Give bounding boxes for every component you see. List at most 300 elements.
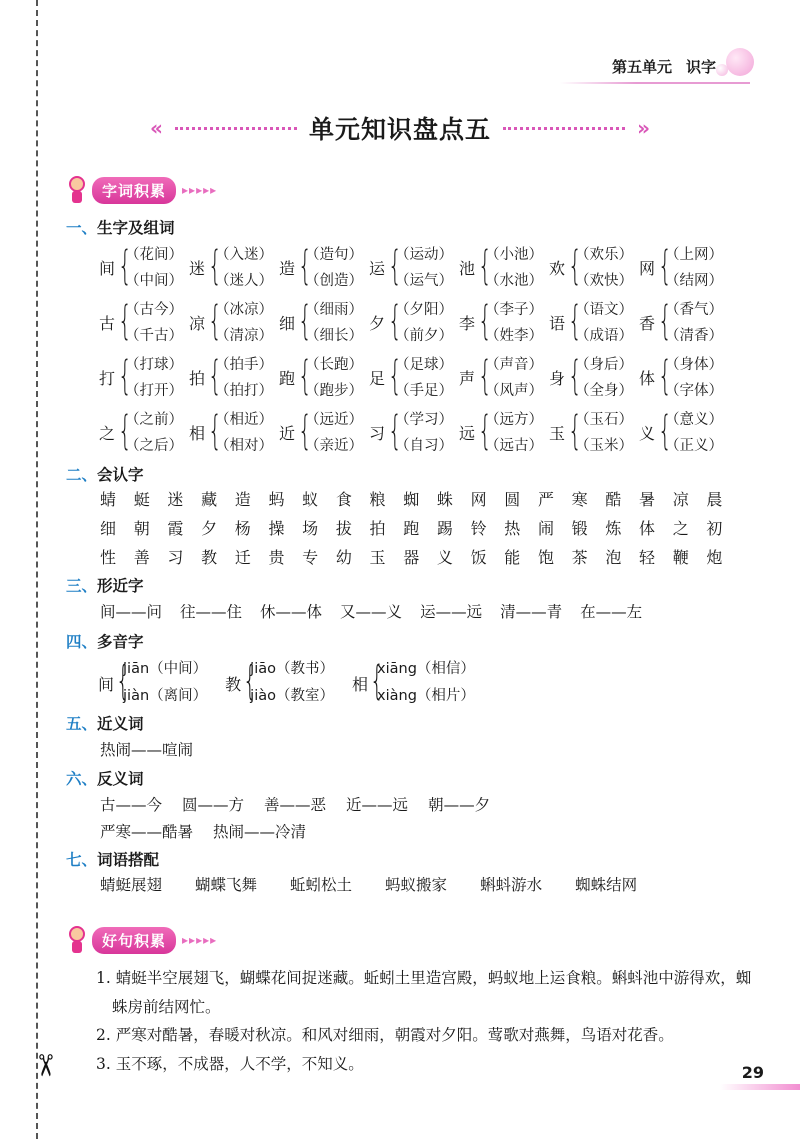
- brace-icon: {: [658, 407, 673, 454]
- word-option: （细雨）: [305, 301, 363, 318]
- brace-icon: {: [298, 407, 313, 454]
- polyphone-group: [98, 656, 207, 710]
- word-options: [575, 407, 633, 459]
- char: 相: [352, 674, 369, 694]
- arrows-icon: ▸▸▸▸▸: [182, 183, 218, 197]
- recognize-char: 跑: [403, 519, 420, 538]
- char-group: [458, 240, 548, 295]
- brace-icon: {: [388, 407, 403, 454]
- char: 打: [98, 369, 115, 388]
- polyphone-options: [250, 656, 334, 710]
- brace-icon: {: [208, 297, 223, 344]
- similar-pair: 运——远: [420, 603, 483, 621]
- heading-recognize: 二、会认字: [66, 466, 144, 484]
- word-option: （正义）: [665, 437, 723, 454]
- brace-icon: {: [478, 352, 493, 399]
- page-title: 单元知识盘点五: [309, 115, 492, 144]
- char: 造: [278, 259, 295, 278]
- word-options: [395, 297, 453, 349]
- brace-icon: {: [568, 352, 583, 399]
- word-option: （跑步）: [305, 382, 363, 399]
- recognize-char: 体: [639, 519, 656, 538]
- word-option: （结网）: [665, 272, 723, 289]
- brace-icon: {: [116, 658, 131, 704]
- word-option: （欢快）: [575, 272, 633, 289]
- header-rule: [560, 82, 750, 84]
- recognize-char: 蜓: [133, 490, 150, 509]
- word-options: [215, 297, 273, 349]
- similar-pair: 清——青: [500, 603, 563, 621]
- recognize-char: 闹: [537, 519, 554, 538]
- brace-icon: {: [298, 242, 313, 289]
- word-pair: 蝴蝶飞舞: [195, 876, 258, 894]
- brace-icon: {: [478, 297, 493, 344]
- recognize-char: 踢: [436, 519, 453, 538]
- recognize-char: 轻: [639, 548, 656, 567]
- girl-mascot-icon: [66, 176, 88, 204]
- char: 之: [98, 424, 115, 443]
- word-options: [125, 352, 183, 404]
- word-option: （玉米）: [575, 437, 633, 454]
- char-group: [638, 295, 728, 350]
- word-option: （之前）: [125, 411, 183, 428]
- banner-label: 字词积累: [92, 177, 176, 204]
- heading-polyphones: 四、多音字: [66, 633, 144, 651]
- char-group: [638, 240, 728, 295]
- polyphone-reading: [123, 656, 207, 683]
- word-option: （运气）: [395, 272, 453, 289]
- recognize-char: 拔: [335, 519, 352, 538]
- brace-icon: {: [478, 407, 493, 454]
- recognize-char: 热: [504, 519, 521, 538]
- recognize-char: 造: [234, 490, 251, 509]
- polyphone-reading: [123, 683, 207, 710]
- word-options: [395, 407, 453, 459]
- word-option: （欢乐）: [575, 246, 633, 263]
- word-pair: 蝌蚪游水: [480, 876, 543, 894]
- word-option: （打开）: [125, 382, 183, 399]
- char: 欢: [548, 259, 565, 278]
- polyphone-options: [377, 656, 475, 710]
- word-pairs: [100, 873, 670, 895]
- recognize-chars: [100, 487, 740, 574]
- recognize-char: 粮: [369, 490, 386, 509]
- word-option: （创造）: [305, 272, 363, 289]
- word-options: [125, 242, 183, 294]
- word-options: [395, 352, 453, 404]
- char: 李: [458, 314, 475, 333]
- brace-icon: {: [568, 297, 583, 344]
- char: 教: [225, 674, 242, 694]
- word-option: （小池）: [485, 246, 543, 263]
- char-group: [278, 240, 368, 295]
- char: 凉: [188, 314, 205, 333]
- word-option: （相近）: [215, 411, 273, 428]
- example-word: （相信）: [416, 661, 475, 677]
- antonym-pair: 热闹——冷清: [213, 823, 307, 841]
- pinyin: xiāng: [377, 661, 417, 677]
- word-option: （意义）: [665, 411, 723, 428]
- header-section: 识字: [685, 58, 716, 76]
- char: 相: [188, 424, 205, 443]
- pinyin: jiàn: [123, 688, 150, 704]
- char-group: [98, 405, 188, 460]
- header-unit: 第五单元: [611, 58, 672, 76]
- char-group: [548, 350, 638, 405]
- word-option: （迷人）: [215, 272, 273, 289]
- char-group: [458, 405, 548, 460]
- word-option: （夕阳）: [395, 301, 453, 318]
- char-group: [368, 240, 458, 295]
- recognize-char: 器: [403, 548, 420, 567]
- word-option: （相对）: [215, 437, 273, 454]
- word-option: （之后）: [125, 437, 183, 454]
- example-word: （离间）: [149, 688, 208, 704]
- recognize-char: 操: [268, 519, 285, 538]
- brace-icon: {: [568, 407, 583, 454]
- word-option: （全身）: [575, 382, 633, 399]
- char-group: [188, 405, 278, 460]
- char-group: [368, 350, 458, 405]
- brace-icon: {: [388, 242, 403, 289]
- recognize-char: 暑: [639, 490, 656, 509]
- brace-icon: {: [208, 407, 223, 454]
- word-pair: 蚯蚓松土: [290, 876, 353, 894]
- antonym-pair: 古——今: [100, 796, 163, 814]
- antonyms-row-1: [100, 793, 510, 815]
- recognize-char: 饭: [470, 548, 487, 567]
- char-group: [188, 350, 278, 405]
- brace-icon: {: [370, 658, 385, 704]
- word-option: （亲近）: [305, 437, 363, 454]
- word-option: （身体）: [665, 356, 723, 373]
- word-option: （身后）: [575, 356, 633, 373]
- word-options: [125, 297, 183, 349]
- brace-icon: {: [478, 242, 493, 289]
- char-group: [368, 295, 458, 350]
- pinyin: jiào: [250, 688, 276, 704]
- word-options: [485, 407, 543, 459]
- char: 体: [638, 369, 655, 388]
- word-option: （姓李）: [485, 327, 543, 344]
- polyphone-options: [123, 656, 207, 710]
- word-option: （声音）: [485, 356, 543, 373]
- brace-icon: {: [658, 352, 673, 399]
- recognize-char: 酷: [605, 490, 622, 509]
- recognize-char: 炼: [605, 519, 622, 538]
- recognize-char: 锻: [571, 519, 588, 538]
- double-chevron-left-icon: «: [150, 116, 163, 140]
- word-options: [485, 352, 543, 404]
- recognize-char: 贵: [268, 548, 285, 567]
- brace-icon: {: [243, 658, 258, 704]
- recognize-char: 饱: [537, 548, 554, 567]
- bubble-decoration-icon: [726, 48, 754, 76]
- brace-icon: {: [298, 297, 313, 344]
- word-option: （清凉）: [215, 327, 273, 344]
- char-group: [458, 295, 548, 350]
- similar-pair: 又——义: [340, 603, 403, 621]
- new-chars-grid: [98, 240, 728, 460]
- word-options: [395, 242, 453, 294]
- recognize-char: 蚁: [302, 490, 319, 509]
- word-option: （远古）: [485, 437, 543, 454]
- page-number: 29: [741, 1063, 764, 1082]
- word-option: （造句）: [305, 246, 363, 263]
- char-group: [548, 240, 638, 295]
- double-chevron-right-icon: »: [637, 116, 651, 140]
- brace-icon: {: [298, 352, 313, 399]
- char: 间: [98, 674, 115, 694]
- polyphone-reading: [377, 656, 475, 683]
- recognize-char: 泡: [605, 548, 622, 567]
- heading-antonyms: 六、反义词: [66, 770, 144, 788]
- word-option: （花间）: [125, 246, 183, 263]
- char-group: [458, 350, 548, 405]
- word-option: （成语）: [575, 327, 633, 344]
- dotted-divider: [175, 127, 297, 130]
- word-option: （细长）: [305, 327, 363, 344]
- sentence-item: 3. 玉不琢，不成器，人不学，不知义。: [96, 1054, 364, 1073]
- word-option: （千古）: [125, 327, 183, 344]
- word-option: （冰凉）: [215, 301, 273, 318]
- word-option: （远近）: [305, 411, 363, 428]
- char-group: [548, 295, 638, 350]
- antonym-pair: 严寒——酷暑: [100, 823, 194, 841]
- similar-pair: 在——左: [580, 603, 643, 621]
- bubble-decoration-icon: [716, 64, 728, 76]
- similar-pair: 往——住: [180, 603, 243, 621]
- char: 古: [98, 314, 115, 333]
- recognize-char: 教: [201, 548, 218, 567]
- word-option: （运动）: [395, 246, 453, 263]
- recognize-char: 网: [470, 490, 487, 509]
- brace-icon: {: [118, 297, 133, 344]
- recognize-char: 蚂: [268, 490, 285, 509]
- recognize-char: 藏: [201, 490, 218, 509]
- girl-mascot-icon: [66, 926, 88, 954]
- char-group: [548, 405, 638, 460]
- char: 拍: [188, 369, 205, 388]
- recognize-char: 义: [436, 548, 453, 567]
- char: 语: [548, 314, 565, 333]
- banner-label: 好句积累: [92, 927, 176, 954]
- polyphone-group: [225, 656, 334, 710]
- word-options: [305, 407, 363, 459]
- recognize-char: 场: [302, 519, 319, 538]
- recognize-char: 杨: [234, 519, 251, 538]
- word-option: （字体）: [665, 382, 723, 399]
- similar-pair: 间——问: [100, 603, 163, 621]
- sentence-item: 1. 蜻蜓半空展翅飞，蝴蝶花间捉迷藏。蚯蚓土里造宫殿，蚂蚁地上运食粮。蝌蚪池中游得欢，蜘蛛房前结网忙。: [96, 969, 752, 1016]
- pinyin: jiāo: [250, 661, 276, 677]
- recognize-char: 习: [167, 548, 184, 567]
- word-options: [665, 242, 723, 294]
- word-option: （古今）: [125, 301, 183, 318]
- antonyms-row-2: [100, 820, 326, 842]
- word-option: （香气）: [665, 301, 723, 318]
- recognize-char: 蜘: [403, 490, 420, 509]
- word-option: （玉石）: [575, 411, 633, 428]
- antonym-pair: 善——恶: [264, 796, 327, 814]
- char: 玉: [548, 424, 565, 443]
- word-option: （上网）: [665, 246, 723, 263]
- example-word: （中间）: [149, 661, 208, 677]
- scissors-icon: ✂: [27, 1052, 63, 1079]
- arrows-icon: ▸▸▸▸▸: [182, 933, 218, 947]
- brace-icon: {: [118, 352, 133, 399]
- word-option: （前夕）: [395, 327, 453, 344]
- word-option: （清香）: [665, 327, 723, 344]
- word-option: （手足）: [395, 382, 453, 399]
- char-group: [188, 240, 278, 295]
- recognize-char: 迁: [234, 548, 251, 567]
- char-group: [278, 405, 368, 460]
- sentence-item: 2. 严寒对酷暑，春暖对秋凉。和风对细雨，朝霞对夕阳。莺歌对燕舞，鸟语对花香。: [96, 1026, 674, 1044]
- char: 池: [458, 259, 475, 278]
- heading-similar: 三、形近字: [66, 577, 144, 595]
- page-number-bar: [720, 1084, 800, 1090]
- char: 跑: [278, 369, 295, 388]
- brace-icon: {: [208, 352, 223, 399]
- recognize-char: 性: [100, 548, 117, 567]
- recognize-char: 蛛: [436, 490, 453, 509]
- polyphone-group: [352, 656, 475, 710]
- brace-icon: {: [208, 242, 223, 289]
- char: 身: [548, 369, 565, 388]
- word-options: [215, 407, 273, 459]
- word-options: [215, 242, 273, 294]
- char-group: [278, 295, 368, 350]
- pinyin: xiàng: [377, 688, 417, 704]
- recognize-char: 圆: [504, 490, 521, 509]
- word-option: （足球）: [395, 356, 453, 373]
- dotted-divider: [503, 127, 625, 130]
- example-word: （教书）: [276, 661, 334, 677]
- word-option: （中间）: [125, 272, 183, 289]
- similar-pair: 休——体: [260, 603, 323, 621]
- word-option: （水池）: [485, 272, 543, 289]
- antonym-pair: 圆——方: [182, 796, 245, 814]
- recognize-char: 细: [100, 519, 117, 538]
- recognize-char: 鞭: [672, 548, 689, 567]
- recognize-char: 能: [504, 548, 521, 567]
- char-group: [638, 405, 728, 460]
- recognize-char: 铃: [470, 519, 487, 538]
- word-option: （远方）: [485, 411, 543, 428]
- antonym-pair: 近——远: [346, 796, 409, 814]
- recognize-char: 晨: [706, 490, 723, 509]
- word-pair: 蚂蚁搬家: [385, 876, 448, 894]
- word-option: （李子）: [485, 301, 543, 318]
- word-options: [485, 297, 543, 349]
- char-group: [98, 350, 188, 405]
- page-header: [612, 56, 716, 77]
- word-pair: 蜻蜓展翅: [100, 876, 163, 894]
- recognize-char: 茶: [571, 548, 588, 567]
- word-options: [665, 352, 723, 404]
- recognize-char: 专: [302, 548, 319, 567]
- char-group: [638, 350, 728, 405]
- word-option: （拍打）: [215, 382, 273, 399]
- char: 间: [98, 259, 115, 278]
- recognize-char: 善: [133, 548, 150, 567]
- word-options: [665, 407, 723, 459]
- char: 夕: [368, 314, 385, 333]
- synonym-pair: 热闹——喧闹: [100, 741, 194, 759]
- polyphone-reading: [250, 656, 334, 683]
- heading-pairs: 七、词语搭配: [66, 851, 160, 869]
- title-row: [150, 108, 650, 148]
- similar-chars: [100, 600, 660, 622]
- example-word: （教室）: [276, 688, 334, 704]
- word-option: （入迷）: [215, 246, 273, 263]
- word-option: （语文）: [575, 301, 633, 318]
- word-options: [305, 242, 363, 294]
- char: 声: [458, 369, 475, 388]
- word-options: [305, 297, 363, 349]
- sentence-list: [96, 964, 756, 1078]
- heading-synonyms: 五、近义词: [66, 715, 144, 733]
- polyphone-reading: [250, 683, 334, 710]
- recognize-char: 之: [672, 519, 689, 538]
- recognize-char: 严: [537, 490, 554, 509]
- word-pair: 蜘蛛结网: [575, 876, 638, 894]
- char: 近: [278, 424, 295, 443]
- char-group: [188, 295, 278, 350]
- word-options: [485, 242, 543, 294]
- char: 迷: [188, 259, 205, 278]
- pinyin: jiān: [123, 661, 150, 677]
- char: 网: [638, 259, 655, 278]
- recognize-char: 寒: [571, 490, 588, 509]
- brace-icon: {: [658, 297, 673, 344]
- word-options: [305, 352, 363, 404]
- recognize-char: 霞: [167, 519, 184, 538]
- recognize-char: 玉: [369, 548, 386, 567]
- word-option: （打球）: [125, 356, 183, 373]
- char: 习: [368, 424, 385, 443]
- char-group: [98, 295, 188, 350]
- word-options: [575, 352, 633, 404]
- word-options: [665, 297, 723, 349]
- recognize-char: 拍: [369, 519, 386, 538]
- heading-new-chars: 一、生字及组词: [66, 219, 175, 237]
- recognize-char: 幼: [335, 548, 352, 567]
- char: 细: [278, 314, 295, 333]
- word-option: （风声）: [485, 382, 543, 399]
- word-options: [215, 352, 273, 404]
- word-option: （学习）: [395, 411, 453, 428]
- word-options: [125, 407, 183, 459]
- polyphone-list: [98, 656, 493, 710]
- word-option: （拍手）: [215, 356, 273, 373]
- recognize-char: 迷: [167, 490, 184, 509]
- banner-sentences: [66, 926, 217, 954]
- example-word: （相片）: [416, 688, 475, 704]
- char-group: [278, 350, 368, 405]
- word-options: [575, 297, 633, 349]
- word-option: （自习）: [395, 437, 453, 454]
- brace-icon: {: [118, 407, 133, 454]
- word-options: [575, 242, 633, 294]
- brace-icon: {: [568, 242, 583, 289]
- brace-icon: {: [388, 352, 403, 399]
- char: 足: [368, 369, 385, 388]
- recognize-char: 朝: [133, 519, 150, 538]
- polyphone-reading: [377, 683, 475, 710]
- recognize-char: 初: [706, 519, 723, 538]
